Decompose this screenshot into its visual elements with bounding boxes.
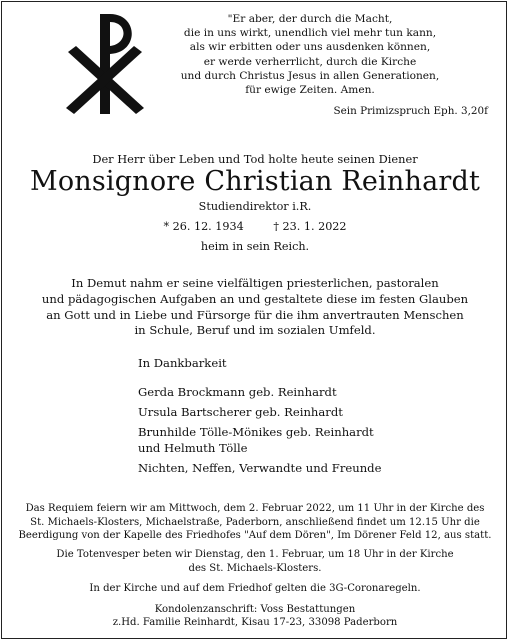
vesper-info — [0, 548, 510, 575]
tribute-paragraph — [0, 276, 510, 339]
quote-line: und durch Christus Jesus in allen Generationen, — [180, 69, 440, 82]
death-date: † 23. 1. 2022 — [273, 220, 347, 233]
mourner-entry — [138, 460, 381, 476]
requiem-line: St. Michaels-Klosters, Michaelstraße, Paderborn, anschließend findet um 12.15 Uhr die — [30, 516, 480, 528]
mourner-entry — [138, 384, 381, 400]
notice-intro: Der Herr über Leben und Tod holte heute seinen Diener — [92, 152, 418, 166]
tribute-line: in Schule, Beruf und im sozialen Umfeld. — [134, 323, 376, 338]
mourner-name: und Helmuth Tölle — [138, 441, 248, 455]
notice-closing: heim in sein Reich. — [200, 240, 310, 253]
covid-rules — [0, 582, 510, 596]
deceased-title: Studiendirektor i.R. — [198, 200, 312, 213]
tribute-line: und pädagogischen Aufgaben an und gestaltete diese im festen Glauben — [41, 291, 469, 306]
condolence-line: z.Hd. Familie Reinhardt, Kisau 17-23, 33098 Paderborn — [112, 617, 398, 628]
tribute-line: an Gott und in Liebe und Fürsorge für die ihm anvertrauten Menschen — [46, 307, 464, 322]
chi-rho-icon — [60, 10, 150, 116]
deceased-name: Monsignore Christian Reinhardt — [29, 166, 481, 197]
vesper-line: des St. Michaels-Klosters. — [188, 562, 322, 574]
requiem-line: Das Requiem feiern wir am Mittwoch, dem 2. Februar 2022, um 11 Uhr in der Kirche des — [25, 503, 485, 514]
mourner-entry — [138, 404, 381, 420]
quote-line: die in uns wirkt, unendlich viel mehr tun kann, — [183, 27, 437, 40]
quote-line: "Er aber, der durch die Macht, — [227, 13, 393, 25]
mourner-name: Gerda Brockmann geb. Reinhardt — [138, 385, 337, 399]
condolence-line: Kondolenzanschrift: Voss Bestattungen — [154, 604, 356, 615]
scripture-quote — [160, 12, 460, 97]
quote-line: er werde verherrlicht, durch die Kirche — [203, 55, 417, 68]
birth-date: * 26. 12. 1934 — [163, 220, 244, 233]
rules-line: In der Kirche und auf dem Friedhof gelten die 3G-Coronaregeln. — [89, 583, 421, 594]
mourner-name: Brunhilde Tölle-Mönikes geb. Reinhardt — [138, 425, 374, 439]
gratitude-heading: In Dankbarkeit — [138, 356, 227, 370]
quote-line: als wir erbitten oder uns ausdenken können, — [189, 41, 431, 54]
vesper-line: Die Totenvesper beten wir Dienstag, den 1. Februar, um 18 Uhr in der Kirche — [56, 549, 454, 560]
life-dates — [0, 220, 510, 233]
condolence-address — [0, 603, 510, 629]
tribute-line: In Demut nahm er seine vielfältigen priesterlichen, pastoralen — [71, 276, 439, 290]
requiem-info — [0, 502, 510, 543]
mourner-entry — [138, 424, 381, 456]
mourner-name: Ursula Bartscherer geb. Reinhardt — [138, 405, 343, 419]
quote-line: für ewige Zeiten. Amen. — [245, 84, 375, 97]
quote-source: Sein Primizspruch Eph. 3,20f — [333, 105, 488, 117]
mourners-list — [138, 356, 381, 480]
requiem-line: Beerdigung von der Kapelle des Friedhofes "Auf dem Dören", Im Dörener Feld 12, aus statt. — [18, 530, 492, 542]
mourner-name: Nichten, Neffen, Verwandte und Freunde — [138, 461, 382, 475]
